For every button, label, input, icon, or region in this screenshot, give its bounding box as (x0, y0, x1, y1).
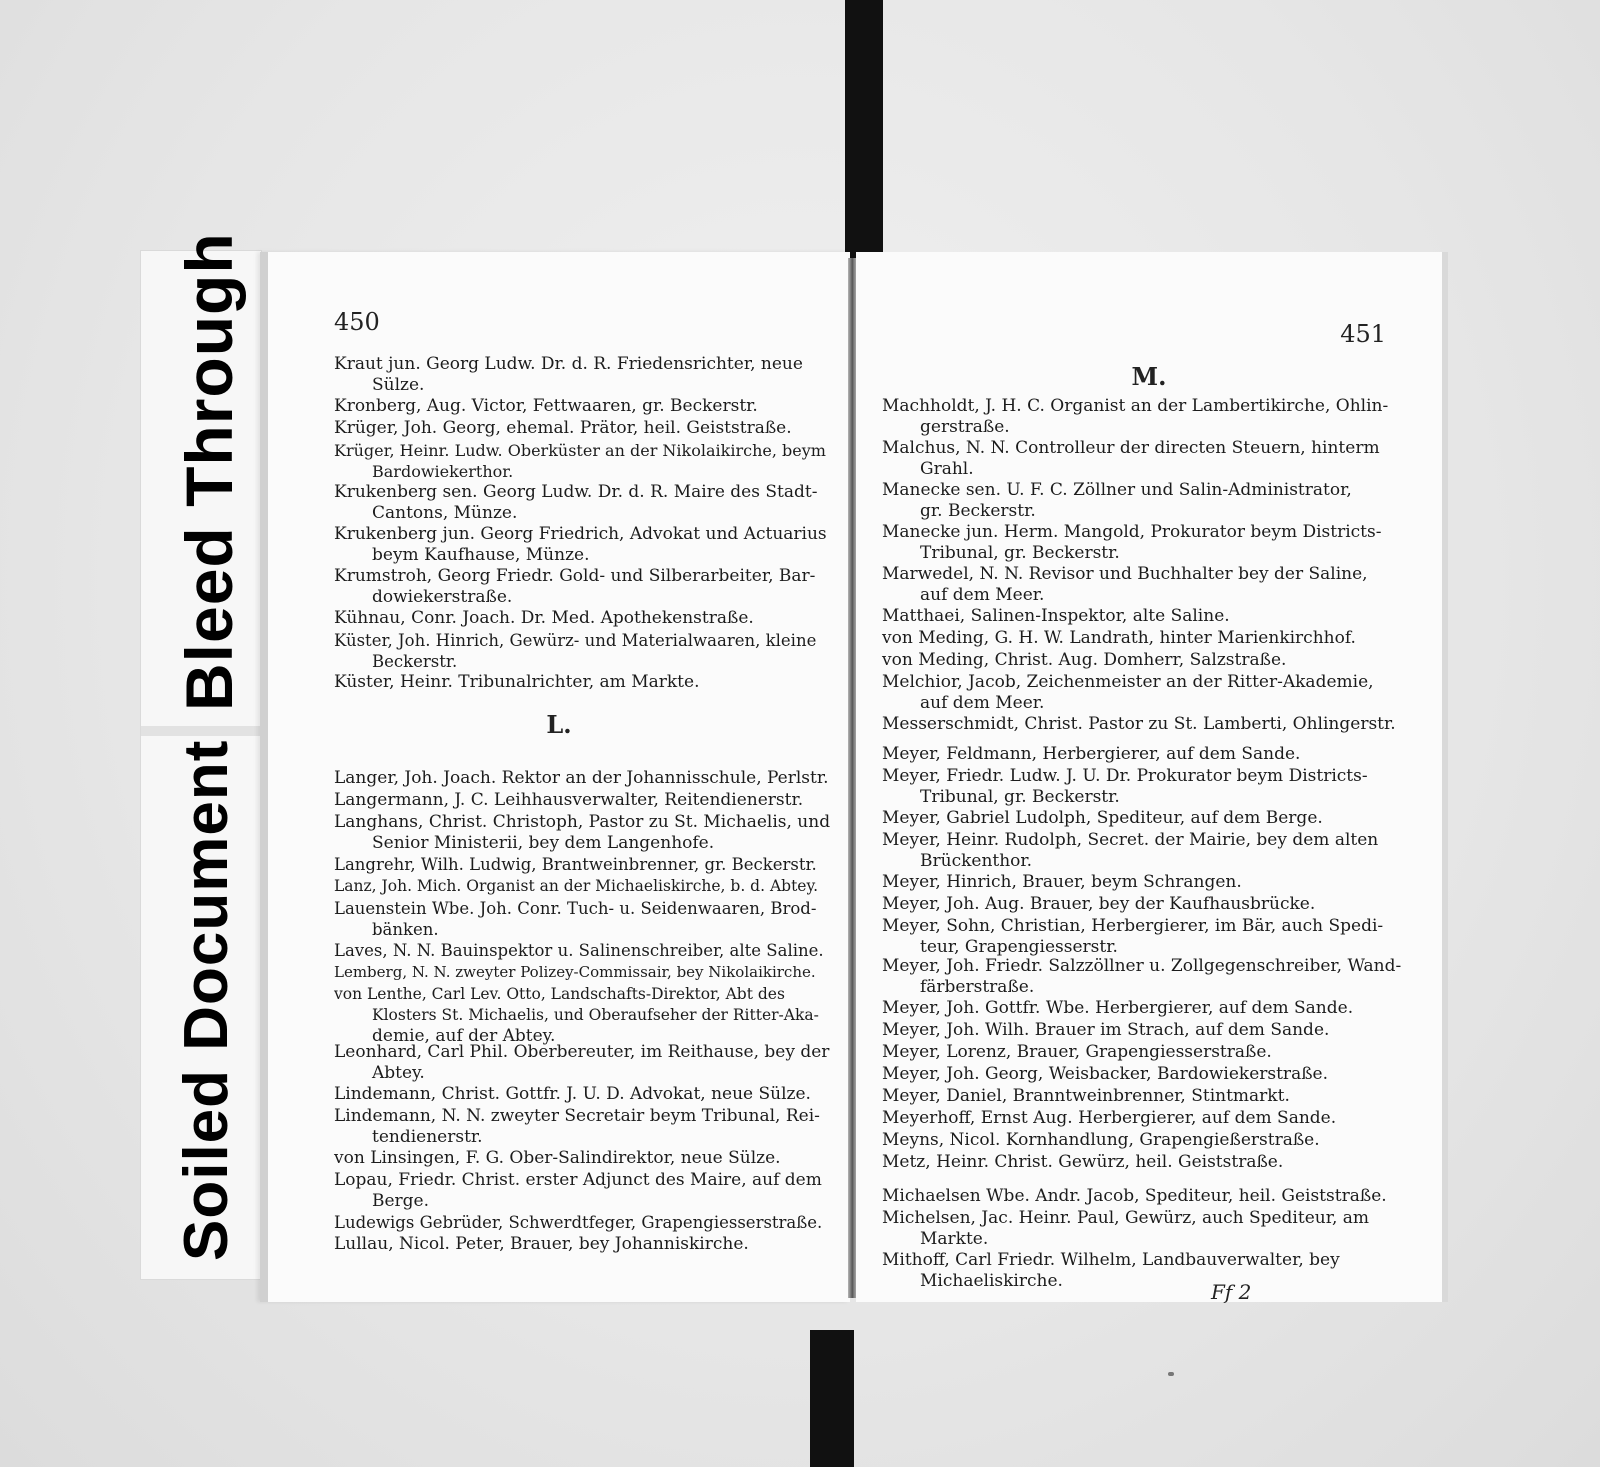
entry-line: Meyer, Joh. Aug. Brauer, bey der Kaufhausbrücke. (882, 894, 1316, 914)
entry-line: Metz, Heinr. Christ. Gewürz, heil. Geiststraße. (882, 1152, 1284, 1172)
entry-line: Meyer, Heinr. Rudolph, Secret. der Mairie, bey dem alten (882, 830, 1379, 850)
entry-line: Meyer, Joh. Gottfr. Wbe. Herbergierer, auf dem Sande. (882, 998, 1354, 1018)
entry-line: Messerschmidt, Christ. Pastor zu St. Lamberti, Ohlingerstr. (882, 714, 1396, 734)
entry-line: Melchior, Jacob, Zeichenmeister an der Ritter-Akademie, (882, 672, 1374, 692)
directory-entry (882, 956, 1401, 998)
directory-entry (882, 1086, 1290, 1107)
entry-line: Lindemann, N. N. zweyter Secretair beym Tribunal, Rei- (334, 1106, 820, 1126)
entry-line: Meyer, Sohn, Christian, Herbergierer, im Bär, auch Spedi- (882, 916, 1384, 936)
directory-entry (882, 1020, 1329, 1041)
entry-line: Meyer, Friedr. Ludw. J. U. Dr. Prokurator beym Districts- (882, 766, 1368, 786)
entry-continuation: Abtey. (372, 1063, 425, 1083)
directory-entry (334, 440, 826, 482)
entry-continuation: gerstraße. (920, 417, 1010, 437)
entry-line: Küster, Joh. Hinrich, Gewürz- und Materialwaaren, kleine (334, 631, 817, 650)
entry-continuation: Brückenthor. (920, 851, 1033, 871)
directory-entry (882, 1130, 1320, 1151)
directory-entry (882, 628, 1356, 649)
directory-entry (882, 1064, 1328, 1085)
directory-entry (334, 984, 819, 1026)
directory-entry (882, 998, 1353, 1019)
entry-line: Lopau, Friedr. Christ. erster Adjunct des Maire, auf dem (334, 1170, 822, 1190)
entry-line: Langermann, J. C. Leihhausverwalter, Reitendienerstr. (334, 790, 804, 810)
directory-entry (882, 766, 1368, 808)
entry-line: Lindemann, Christ. Gottfr. J. U. D. Advokat, neue Sülze. (334, 1084, 811, 1104)
section-letter-L: L. (546, 710, 572, 739)
entry-line: von Meding, Christ. Aug. Domherr, Salzstraße. (882, 650, 1287, 670)
entry-line: Kronberg, Aug. Victor, Fettwaaren, gr. Beckerstr. (334, 396, 758, 416)
entry-continuation: Beckerstr. (372, 652, 458, 671)
directory-entry (882, 1250, 1340, 1292)
directory-entry (334, 524, 827, 566)
directory-entry (882, 564, 1368, 606)
directory-entry (882, 396, 1388, 438)
entry-continuation: gr. Beckerstr. (920, 501, 1036, 521)
section-letter-M: M. (1131, 362, 1167, 391)
directory-entry (334, 854, 817, 875)
label-top-text: Bleed Through (172, 232, 246, 711)
entry-continuation: Tribunal, gr. Beckerstr. (920, 543, 1120, 563)
entry-continuation: beym Kaufhause, Münze. (372, 545, 590, 565)
directory-entry (882, 714, 1396, 735)
entry-line: von Linsingen, F. G. Ober-Salindirektor, neue Sülze. (334, 1148, 781, 1168)
entry-continuation: Sülze. (372, 375, 425, 395)
entry-continuation: dowiekerstraße. (372, 587, 513, 607)
directory-entry (882, 606, 1230, 627)
entry-continuation: Senior Ministerii, bey dem Langenhofe. (372, 833, 715, 853)
directory-entry (334, 396, 758, 417)
directory-entry (882, 1108, 1336, 1129)
entry-line: Michelsen, Jac. Heinr. Paul, Gewürz, auch Spediteur, am (882, 1208, 1370, 1228)
entry-line: Langrehr, Wilh. Ludwig, Brantweinbrenner, gr. Beckerstr. (334, 855, 817, 874)
dust-speck (1168, 1372, 1174, 1376)
left-page (260, 252, 850, 1302)
entry-line: Leonhard, Carl Phil. Oberbereuter, im Reithause, bey der (334, 1042, 830, 1062)
directory-entry (882, 1208, 1369, 1250)
entry-continuation: Bardowiekerthor. (372, 462, 514, 481)
directory-entry (882, 650, 1286, 671)
entry-continuation: Grahl. (920, 459, 974, 479)
document-target-label (140, 232, 262, 1280)
directory-entry (334, 962, 816, 983)
directory-entry (334, 482, 817, 524)
entry-line: Malchus, N. N. Controlleur der directen Steuern, hinterm (882, 438, 1380, 458)
entry-continuation: Cantons, Münze. (372, 503, 518, 523)
directory-entry (882, 894, 1315, 915)
directory-entry (334, 1042, 829, 1084)
directory-entry (334, 898, 816, 940)
entry-line: Kraut jun. Georg Ludw. Dr. d. R. Friedensrichter, neue (334, 354, 803, 374)
entry-continuation: tendienerstr. (372, 1127, 483, 1147)
entry-continuation: Tribunal, gr. Beckerstr. (920, 787, 1120, 807)
binding-bar-top (845, 0, 883, 262)
entry-line: Lemberg, N. N. zweyter Polizey-Commissair, bey Nikolaikirche. (334, 963, 816, 981)
directory-entry (334, 566, 815, 608)
entry-line: Meyer, Lorenz, Brauer, Grapengiesserstraße. (882, 1042, 1272, 1062)
entry-line: Krukenberg sen. Georg Ludw. Dr. d. R. Maire des Stadt- (334, 482, 818, 502)
entry-line: Meyer, Joh. Georg, Weisbacker, Bardowiekerstraße. (882, 1064, 1329, 1084)
directory-entry (882, 872, 1242, 893)
entry-continuation: Berge. (372, 1191, 430, 1211)
directory-entry (334, 876, 818, 897)
directory-entry (334, 1170, 822, 1212)
directory-entry (334, 418, 792, 439)
directory-entry (882, 1186, 1387, 1207)
entry-line: Krüger, Joh. Georg, ehemal. Prätor, heil. Geiststraße. (334, 418, 792, 438)
entry-line: Matthaei, Salinen-Inspektor, alte Saline. (882, 606, 1230, 626)
entry-line: Meyerhoff, Ernst Aug. Herbergierer, auf dem Sande. (882, 1108, 1337, 1128)
directory-entry (882, 522, 1381, 564)
entry-continuation: färberstraße. (920, 977, 1035, 997)
directory-entry (334, 1212, 822, 1233)
binding-bar-bottom (810, 1330, 854, 1467)
right-page (856, 252, 1448, 1302)
directory-entry (334, 1148, 781, 1169)
entry-line: Manecke jun. Herm. Mangold, Prokurator beym Districts- (882, 522, 1382, 542)
label-bottom-text: Soiled Document (172, 739, 241, 1261)
page-number-left: 450 (334, 308, 380, 336)
directory-entry (334, 354, 803, 396)
entry-line: Meyer, Hinrich, Brauer, beym Schrangen. (882, 872, 1242, 892)
directory-entry (882, 808, 1323, 829)
directory-entry (882, 1152, 1283, 1173)
entry-line: Kühnau, Conr. Joach. Dr. Med. Apothekenstraße. (334, 608, 754, 628)
label-divider (141, 726, 261, 736)
entry-line: von Lenthe, Carl Lev. Otto, Landschafts-Direktor, Abt des (334, 985, 785, 1003)
directory-entry (882, 438, 1380, 480)
entry-line: Laves, N. N. Bauinspektor u. Salinenschreiber, alte Saline. (334, 941, 824, 960)
entry-line: Machholdt, J. H. C. Organist an der Lambertikirche, Ohlin- (882, 396, 1389, 416)
directory-entry (334, 630, 816, 672)
entry-line: Michaelsen Wbe. Andr. Jacob, Spediteur, heil. Geiststraße. (882, 1186, 1387, 1206)
page-number-right: 451 (1340, 320, 1386, 348)
directory-entry (882, 672, 1374, 714)
directory-entry (334, 790, 803, 811)
entry-line: Langer, Joh. Joach. Rektor an der Johannisschule, Perlstr. (334, 768, 829, 788)
entry-line: Küster, Heinr. Tribunalrichter, am Markte. (334, 672, 700, 692)
entry-line: Lauenstein Wbe. Joh. Conr. Tuch- u. Seidenwaaren, Brod- (334, 899, 817, 918)
entry-line: Krüger, Heinr. Ludw. Oberküster an der Nikolaikirche, beym (334, 441, 826, 460)
directory-entry (334, 812, 830, 854)
entry-continuation: bänken. (372, 920, 439, 939)
entry-line: Manecke sen. U. F. C. Zöllner und Salin-Administrator, (882, 480, 1352, 500)
entry-line: Meyer, Gabriel Ludolph, Spediteur, auf dem Berge. (882, 808, 1323, 828)
entry-line: von Meding, G. H. W. Landrath, hinter Marienkirchhof. (882, 628, 1356, 648)
entry-continuation: auf dem Meer. (920, 693, 1045, 713)
entry-continuation: Markte. (920, 1229, 989, 1249)
directory-entry (882, 1042, 1272, 1063)
entry-line: Meyer, Joh. Wilh. Brauer im Strach, auf dem Sande. (882, 1020, 1330, 1040)
directory-entry (334, 1234, 749, 1255)
entry-line: Ludewigs Gebrüder, Schwerdtfeger, Grapengiesserstraße. (334, 1213, 823, 1232)
directory-entry (334, 1084, 811, 1105)
entry-continuation: auf dem Meer. (920, 585, 1045, 605)
entry-line: Mithoff, Carl Friedr. Wilhelm, Landbauverwalter, bey (882, 1250, 1340, 1270)
directory-entry (882, 480, 1352, 522)
entry-continuation: Klosters St. Michaelis, und Oberaufseher der Ritter-Aka- (372, 1006, 819, 1024)
entry-line: Lanz, Joh. Mich. Organist an der Michaeliskirche, b. d. Abtey. (334, 877, 819, 895)
entry-line: Meyns, Nicol. Kornhandlung, Grapengießerstraße. (882, 1130, 1320, 1150)
entry-line: Marwedel, N. N. Revisor und Buchhalter bey der Saline, (882, 564, 1368, 584)
entry-continuation: teur, Grapengiesserstr. (920, 937, 1118, 957)
entry-line: Lullau, Nicol. Peter, Brauer, bey Johanniskirche. (334, 1234, 749, 1254)
directory-entry (334, 940, 824, 961)
entry-line: Langhans, Christ. Christoph, Pastor zu St. Michaelis, und (334, 812, 831, 832)
directory-entry (882, 830, 1378, 872)
directory-entry (334, 1106, 820, 1148)
entry-line: Meyer, Daniel, Branntweinbrenner, Stintmarkt. (882, 1086, 1290, 1106)
entry-line: Meyer, Feldmann, Herbergierer, auf dem Sande. (882, 744, 1301, 764)
signature-mark: Ff 2 (1211, 1280, 1252, 1304)
directory-entry (882, 744, 1300, 765)
entry-line: Meyer, Joh. Friedr. Salzzöllner u. Zollgegenschreiber, Wand- (882, 956, 1402, 976)
entry-line: Krumstroh, Georg Friedr. Gold- und Silberarbeiter, Bar- (334, 566, 816, 586)
entry-continuation: demie, auf der Abtey. (372, 1026, 556, 1046)
directory-entry (334, 768, 829, 789)
entry-continuation: Michaeliskirche. (920, 1271, 1063, 1291)
directory-entry (334, 608, 754, 629)
directory-entry (334, 672, 699, 693)
directory-entry (882, 916, 1383, 958)
entry-line: Krukenberg jun. Georg Friedrich, Advokat und Actuarius (334, 524, 827, 544)
